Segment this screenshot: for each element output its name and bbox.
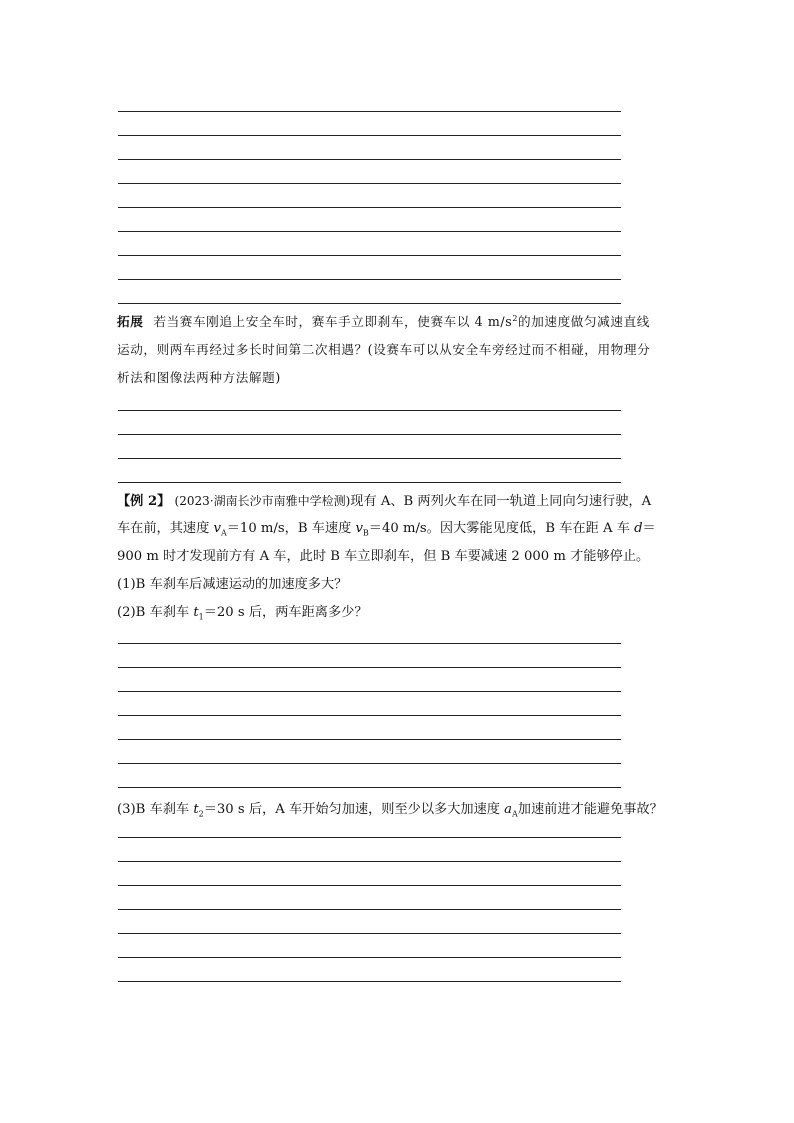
answer-line [118,981,621,982]
time-1-symbol: t [193,605,199,620]
velocity-b-symbol: v [355,521,363,536]
answer-line [118,885,621,886]
answer-line [118,183,621,184]
answer-line [118,410,621,411]
answer-line [118,135,621,136]
question-2 [117,599,682,627]
answer-line [118,111,621,112]
answer-line [118,787,621,788]
distance-symbol: d [634,521,643,536]
example2-text-1: 现有 A、B 两列火车在同一轨道上同向匀速行驶，A [350,494,652,509]
question-3 [117,796,682,824]
extension-line-1 [117,308,682,336]
example2-line-1 [117,487,682,516]
exponent: 2 [512,313,519,323]
answer-line [118,933,621,934]
question-3-text-a: (3)B 车刹车 [117,802,194,817]
extension-line-3: 析法和图像法两种方法解题) [117,370,281,385]
answer-line [118,458,621,459]
velocity-a-subscript: A [220,528,227,538]
answer-line [118,279,621,280]
time-2-subscript: 2 [198,809,204,819]
example2-line-3: 900 m 时才发现前方有 A 车，此时 B 车立即刹车，但 B 车要减速 2 000 m 才能够停止。 [117,549,650,564]
velocity-a-symbol: v [213,521,221,536]
answer-line [118,643,621,644]
answer-line [118,303,621,304]
velocity-b-subscript: B [362,528,369,538]
answer-line [118,909,621,910]
question-3-text-b: ＝30 s 后，A 车开始匀加速，则至少以多大加速度 [203,802,505,817]
answer-line [118,715,621,716]
answer-line [118,255,621,256]
example2-line-2 [117,515,682,543]
question-1: (1)B 车刹车后减速运动的加速度多大？ [117,577,348,592]
time-2-symbol: t [193,802,199,817]
answer-line [118,837,621,838]
question-2-text-a: (2)B 车刹车 [117,605,194,620]
acceleration-subscript: A [512,809,518,819]
velocity-b-value: ＝40 m/s。因大雾能见度低，B 车在距 A 车 [368,521,635,536]
answer-line [118,159,621,160]
answer-line [118,231,621,232]
answer-line [118,691,621,692]
answer-line [118,434,621,435]
answer-line [118,861,621,862]
acceleration-symbol: a [504,802,513,817]
extension-label: 拓展 [117,314,144,329]
answer-line [118,207,621,208]
example2-text-2a: 车在前，其速度 [117,521,214,536]
time-1-subscript: 1 [198,612,204,622]
answer-line [118,739,621,740]
question-2-text-b: ＝20 s 后，两车距离多少？ [203,605,368,620]
extension-text-1b: 的加速度做匀减速直线 [518,314,650,329]
question-3-text-c: 加速前进才能避免事故？ [517,802,663,817]
distance-equals: ＝ [642,521,656,536]
extension-line-2: 运动，则两车再经过多长时间第二次相遇？(设赛车可以从安全车旁经过而不相碰，用物理分 [117,342,651,357]
example2-label: 【例 2】 [117,494,171,509]
answer-line [118,667,621,668]
answer-line [118,482,621,483]
answer-line [118,763,621,764]
velocity-a-value: ＝10 m/s，B 车速度 [226,521,356,536]
extension-text-1a: 若当赛车刚追上安全车时，赛车手立即刹车，使赛车以 4 m/s [153,314,513,329]
example2-source: (2023·湖南长沙市南雅中学检测) [174,494,351,508]
answer-line [118,957,621,958]
